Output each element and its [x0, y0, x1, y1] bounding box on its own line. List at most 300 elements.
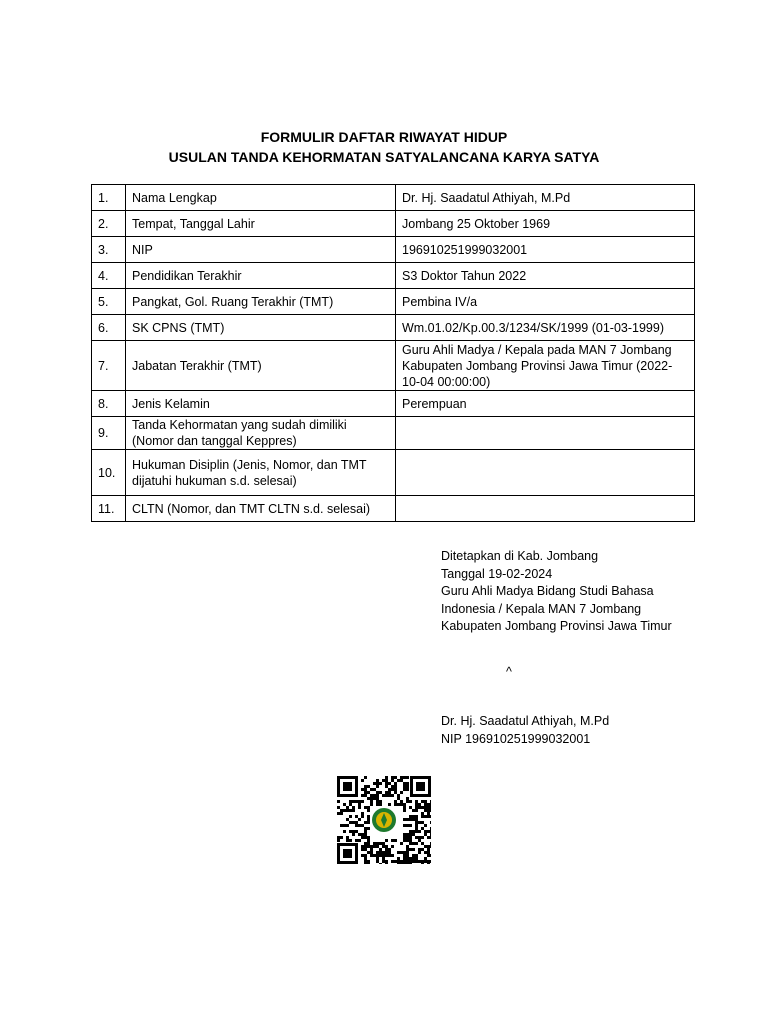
qr-module [421, 836, 424, 839]
signature-place: Ditetapkan di Kab. Jombang [441, 549, 599, 563]
table-row [92, 289, 695, 315]
qr-module [418, 851, 421, 854]
row-value: Guru Ahli Madya / Kepala pada MAN 7 Jombang Kabupaten Jombang Provinsi Jawa Timur (2022-10-04 00:00:00) [396, 341, 695, 391]
qr-module [394, 800, 397, 803]
qr-module [412, 842, 415, 845]
qr-module [400, 842, 403, 845]
form-title: FORMULIR DAFTAR RIWAYAT HIDUP [260, 129, 508, 145]
qr-module [385, 839, 388, 842]
signature-date: Tanggal 19-02-2024 [441, 566, 553, 581]
qr-module [403, 785, 406, 788]
qr-module [397, 794, 400, 797]
qr-module [406, 785, 409, 788]
qr-module [388, 851, 391, 854]
qr-module [367, 842, 370, 845]
row-number: 1. [92, 185, 126, 211]
qr-module [385, 854, 388, 857]
qr-module [421, 821, 424, 824]
qr-module [388, 788, 391, 791]
qr-module [379, 863, 382, 864]
qr-module [370, 797, 373, 800]
signatory-name: Dr. Hj. Saadatul Athiyah, M.Pd [441, 714, 610, 728]
qr-module [424, 830, 427, 833]
qr-module [409, 800, 412, 803]
qr-module [403, 857, 406, 860]
qr-module [349, 815, 352, 818]
qr-module [370, 854, 373, 857]
qr-module [430, 800, 431, 803]
qr-module [430, 809, 431, 812]
row-value [396, 496, 695, 522]
qr-module [424, 833, 427, 836]
qr-module [379, 782, 382, 785]
qr-module [376, 782, 379, 785]
row-label: CLTN (Nomor, dan TMT CLTN s.d. selesai) [126, 496, 396, 522]
row-value: Dr. Hj. Saadatul Athiyah, M.Pd [396, 185, 695, 211]
qr-module [370, 848, 373, 851]
qr-module [415, 860, 418, 863]
qr-module [406, 854, 409, 857]
qr-module [415, 824, 418, 827]
qr-module [427, 809, 430, 812]
row-label: SK CPNS (TMT) [126, 315, 396, 341]
qr-module [430, 827, 431, 830]
row-value: S3 Doktor Tahun 2022 [396, 263, 695, 289]
table-row [92, 391, 695, 417]
row-number: 2. [92, 211, 126, 237]
qr-module [379, 842, 382, 845]
row-number: 6. [92, 315, 126, 341]
qr-module [370, 800, 373, 803]
qr-module [415, 803, 418, 806]
qr-module [415, 836, 418, 839]
qr-module [346, 809, 349, 812]
qr-module [364, 857, 367, 860]
qr-module [430, 833, 431, 836]
qr-module [394, 839, 397, 842]
qr-module [418, 839, 421, 842]
qr-module [424, 845, 427, 848]
row-label: Jabatan Terakhir (TMT) [126, 341, 396, 391]
qr-module [427, 803, 430, 806]
qr-module [361, 812, 364, 815]
qr-module [352, 833, 355, 836]
qr-module [412, 833, 415, 836]
row-value: Pembina IV/a [396, 289, 695, 315]
qr-module [415, 800, 418, 803]
qr-module [358, 824, 361, 827]
qr-module [397, 797, 400, 800]
qr-module [367, 827, 370, 830]
qr-module [352, 800, 355, 803]
qr-module [400, 851, 403, 854]
qr-module [406, 833, 409, 836]
qr-module [406, 824, 409, 827]
qr-module [388, 794, 391, 797]
qr-module [367, 785, 370, 788]
row-number: 9. [92, 417, 126, 450]
qr-module [406, 836, 409, 839]
table-row [92, 237, 695, 263]
qr-module [352, 821, 355, 824]
qr-module [424, 803, 427, 806]
qr-module [406, 863, 409, 864]
qr-module [367, 839, 370, 842]
qr-module [364, 854, 367, 857]
row-value: Wm.01.02/Kp.00.3/1234/SK/1999 (01-03-1999) [396, 315, 695, 341]
qr-module [376, 779, 379, 782]
qr-module [415, 827, 418, 830]
qr-module [403, 836, 406, 839]
table-row [92, 417, 695, 450]
qr-module [385, 791, 388, 794]
qr-module [406, 857, 409, 860]
qr-module [415, 830, 418, 833]
qr-module [400, 800, 403, 803]
qr-module [367, 809, 370, 812]
qr-module [427, 836, 430, 839]
qr-module [337, 836, 340, 839]
row-number: 10. [92, 450, 126, 496]
qr-module [367, 818, 370, 821]
qr-module [337, 806, 340, 809]
qr-module [424, 857, 427, 860]
qr-module [358, 818, 361, 821]
qr-module [424, 809, 427, 812]
qr-module [403, 839, 406, 842]
row-label: Nama Lengkap [126, 185, 396, 211]
qr-module [427, 863, 430, 864]
row-value: Perempuan [396, 391, 695, 417]
qr-module [385, 794, 388, 797]
qr-module [412, 809, 415, 812]
qr-module [412, 860, 415, 863]
qr-module [406, 860, 409, 863]
qr-module [355, 824, 358, 827]
qr-module [394, 791, 397, 794]
qr-module [370, 851, 373, 854]
qr-module [421, 848, 424, 851]
qr-module [376, 857, 379, 860]
qr-module [382, 845, 385, 848]
qr-module [367, 815, 370, 818]
qr-module [340, 836, 343, 839]
qr-module [406, 776, 409, 779]
qr-module [355, 839, 358, 842]
qr-module [418, 836, 421, 839]
qr-module [394, 803, 397, 806]
qr-module [346, 839, 349, 842]
row-number: 5. [92, 289, 126, 315]
qr-module [385, 863, 388, 864]
qr-module [388, 854, 391, 857]
row-value: 196910251999032001 [396, 237, 695, 263]
qr-module [361, 779, 364, 782]
qr-module [418, 821, 421, 824]
qr-module [409, 836, 412, 839]
qr-module [421, 842, 424, 845]
qr-module [346, 806, 349, 809]
qr-module [394, 788, 397, 791]
qr-module [361, 836, 364, 839]
table-row [92, 496, 695, 522]
qr-module [361, 788, 364, 791]
qr-module [367, 806, 370, 809]
qr-module [430, 806, 431, 809]
qr-module [406, 800, 409, 803]
qr-module [397, 860, 400, 863]
row-label: Pendidikan Terakhir [126, 263, 396, 289]
qr-module [358, 803, 361, 806]
qr-module [364, 788, 367, 791]
qr-module [427, 845, 430, 848]
qr-module [367, 851, 370, 854]
qr-module [421, 860, 424, 863]
qr-module [424, 800, 427, 803]
qr-module [412, 830, 415, 833]
qr-module [364, 842, 367, 845]
qr-module [409, 815, 412, 818]
qr-module [400, 779, 403, 782]
qr-module [403, 833, 406, 836]
qr-module [409, 818, 412, 821]
qr-module [412, 848, 415, 851]
qr-module [337, 812, 340, 815]
qr-module [394, 785, 397, 788]
qr-module [424, 806, 427, 809]
qr-module [427, 860, 430, 863]
qr-module [403, 818, 406, 821]
qr-module [361, 794, 364, 797]
qr-module [376, 860, 379, 863]
row-value [396, 417, 695, 450]
qr-module [376, 794, 379, 797]
qr-module [364, 848, 367, 851]
qr-module [361, 848, 364, 851]
qr-module [382, 779, 385, 782]
qr-module [364, 791, 367, 794]
qr-module [424, 824, 427, 827]
qr-module [382, 854, 385, 857]
row-label: Jenis Kelamin [126, 391, 396, 417]
qr-module [430, 842, 431, 845]
qr-module [391, 785, 394, 788]
qr-module [412, 818, 415, 821]
qr-module [397, 803, 400, 806]
qr-module [349, 830, 352, 833]
qr-module [421, 863, 424, 864]
qr-module [337, 800, 340, 803]
qr-module [382, 851, 385, 854]
qr-module [385, 848, 388, 851]
qr-module [418, 860, 421, 863]
qr-module [397, 857, 400, 860]
qr-module [349, 800, 352, 803]
qr-module [340, 824, 343, 827]
qr-module [364, 827, 367, 830]
qr-module [403, 809, 406, 812]
row-label: NIP [126, 237, 396, 263]
qr-module [382, 860, 385, 863]
qr-module [430, 854, 431, 857]
qr-module [421, 827, 424, 830]
qr-module [418, 830, 421, 833]
qr-module [364, 776, 367, 779]
signature-position: Kabupaten Jombang Provinsi Jawa Timur [441, 619, 672, 633]
qr-module [391, 776, 394, 779]
signature-position: Indonesia / Kepala MAN 7 Jombang [441, 601, 642, 616]
qr-module [415, 818, 418, 821]
signatory [441, 713, 609, 748]
qr-module [361, 824, 364, 827]
qr-module [430, 821, 431, 824]
qr-module [397, 863, 400, 864]
qr-module [406, 845, 409, 848]
qr-module [421, 800, 424, 803]
qr-module [388, 848, 391, 851]
qr-module [364, 806, 367, 809]
qr-module [358, 800, 361, 803]
qr-module [385, 851, 388, 854]
qr-module [409, 824, 412, 827]
qr-module [409, 848, 412, 851]
qr-module [415, 809, 418, 812]
qr-module [403, 824, 406, 827]
qr-module [376, 800, 379, 803]
qr-module [382, 794, 385, 797]
qr-module [379, 854, 382, 857]
qr-module [403, 851, 406, 854]
qr-module [418, 803, 421, 806]
qr-module [373, 788, 376, 791]
table-row [92, 263, 695, 289]
qr-module [373, 782, 376, 785]
qr-module [430, 815, 431, 818]
qr-module [343, 803, 346, 806]
qr-module [367, 836, 370, 839]
qr-module [340, 809, 343, 812]
qr-module [415, 854, 418, 857]
qr-module [355, 821, 358, 824]
ministry-emblem-icon [370, 806, 398, 834]
qr-module [415, 857, 418, 860]
qr-module [421, 812, 424, 815]
qr-module [415, 842, 418, 845]
qr-module [367, 797, 370, 800]
qr-module [430, 836, 431, 839]
qr-module [427, 854, 430, 857]
row-label: Tanda Kehormatan yang sudah dimiliki (Nomor dan tanggal Keppres) [126, 417, 396, 450]
qr-module [361, 845, 364, 848]
qr-module [427, 815, 430, 818]
qr-module [376, 803, 379, 806]
qr-module [364, 845, 367, 848]
qr-module [391, 845, 394, 848]
signature-position: Guru Ahli Madya Bidang Studi Bahasa [441, 584, 654, 598]
qr-module [343, 809, 346, 812]
qr-module [370, 803, 373, 806]
qr-module [379, 803, 382, 806]
row-number: 4. [92, 263, 126, 289]
qr-module [403, 788, 406, 791]
qr-module [370, 788, 373, 791]
qr-module [337, 839, 340, 842]
qr-module [367, 821, 370, 824]
qr-module [361, 800, 364, 803]
qr-module [418, 806, 421, 809]
qr-module [358, 839, 361, 842]
qr-module [379, 800, 382, 803]
qr-module [346, 824, 349, 827]
qr-module [361, 854, 364, 857]
qr-module [379, 851, 382, 854]
qr-module [343, 830, 346, 833]
qr-module [406, 839, 409, 842]
qr-module [391, 854, 394, 857]
table-row [92, 315, 695, 341]
qr-module [382, 842, 385, 845]
qr-module [418, 848, 421, 851]
qr-module [364, 833, 367, 836]
qr-module [409, 830, 412, 833]
qr-module [403, 803, 406, 806]
qr-module [376, 845, 379, 848]
qr-module [409, 833, 412, 836]
qr-module [349, 803, 352, 806]
row-number: 11. [92, 496, 126, 522]
qr-module [412, 854, 415, 857]
qr-module [367, 860, 370, 863]
qr-module [355, 815, 358, 818]
qr-module [376, 854, 379, 857]
qr-module [397, 779, 400, 782]
table-row [92, 185, 695, 211]
qr-module [403, 854, 406, 857]
qr-module [370, 845, 373, 848]
qr-module [400, 860, 403, 863]
qr-module [406, 848, 409, 851]
qr-module [403, 806, 406, 809]
qr-module [400, 803, 403, 806]
qr-module [355, 830, 358, 833]
qr-module [361, 833, 364, 836]
qr-module [409, 857, 412, 860]
qr-module [403, 863, 406, 864]
qr-module [385, 860, 388, 863]
qr-module [385, 845, 388, 848]
qr-module [364, 794, 367, 797]
qr-module [346, 818, 349, 821]
qr-module [352, 806, 355, 809]
qr-module [355, 800, 358, 803]
qr-module [409, 860, 412, 863]
qr-module [385, 779, 388, 782]
qr-module [364, 860, 367, 863]
qr-module [364, 830, 367, 833]
qr-module [349, 821, 352, 824]
qr-module [352, 830, 355, 833]
qr-module [379, 848, 382, 851]
qr-module [403, 776, 406, 779]
qr-module [427, 851, 430, 854]
qr-module [373, 797, 376, 800]
qr-module [409, 839, 412, 842]
biodata-table [91, 184, 695, 522]
qr-module [400, 791, 403, 794]
qr-module [346, 836, 349, 839]
qr-module [400, 776, 403, 779]
qr-module [430, 803, 431, 806]
